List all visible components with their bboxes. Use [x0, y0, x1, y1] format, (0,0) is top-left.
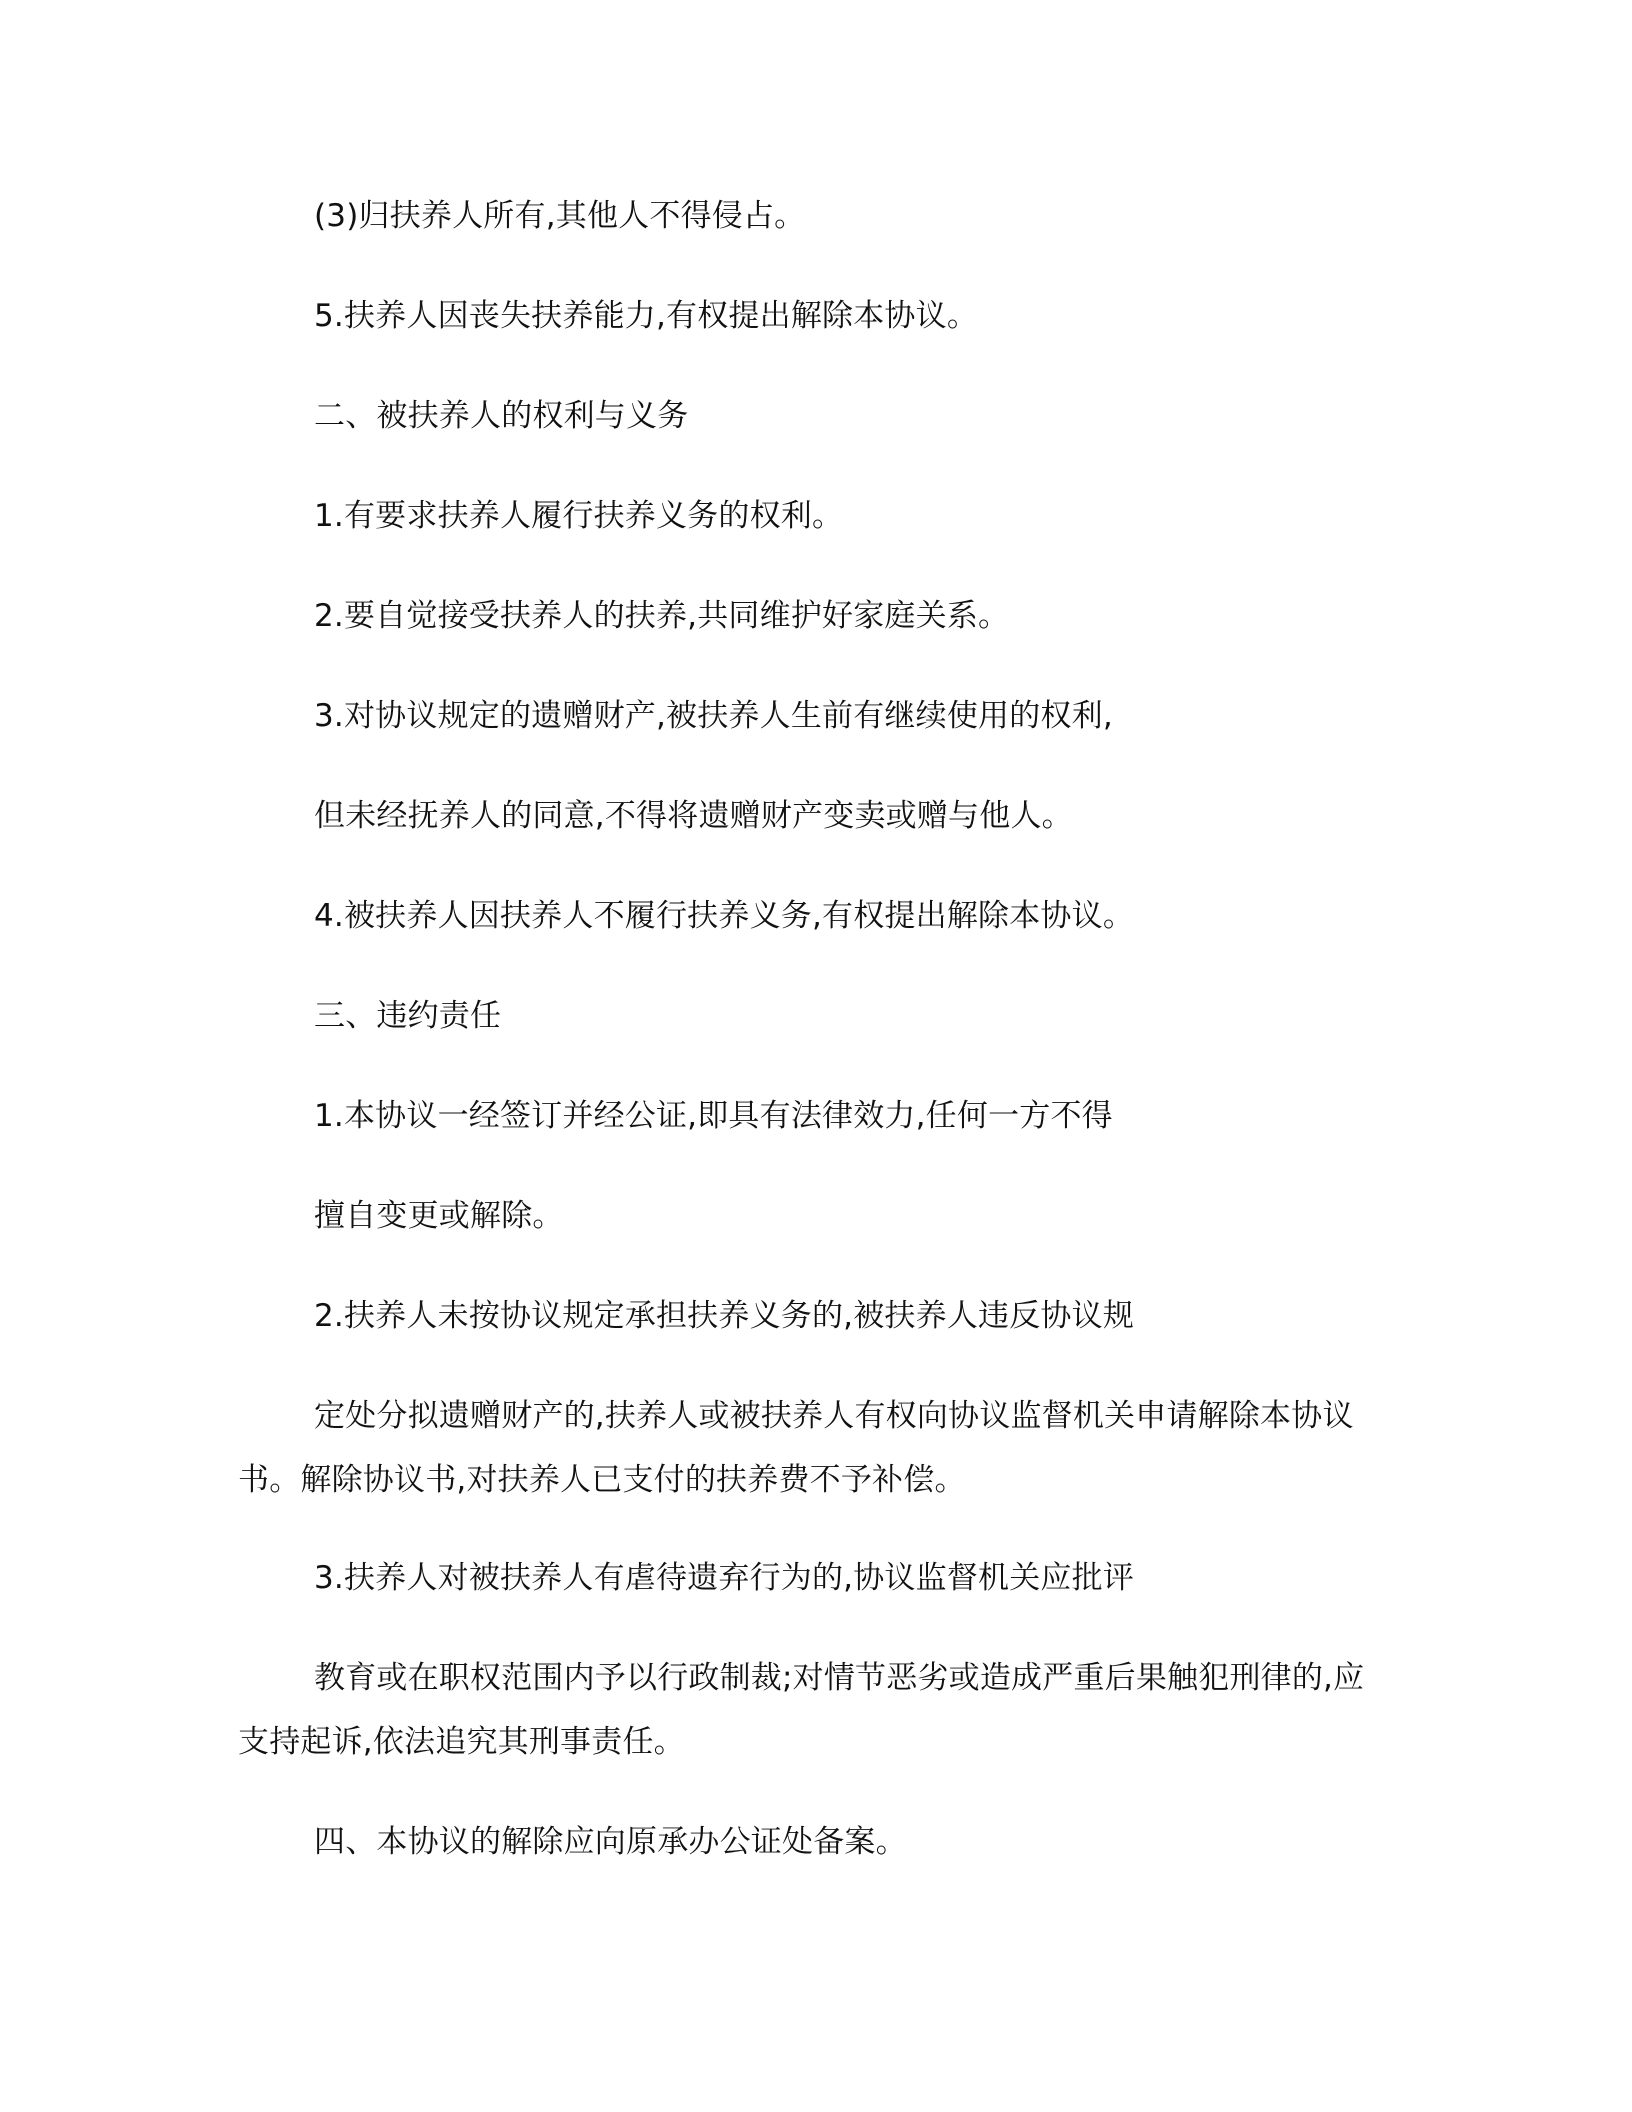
- paragraph-line: 擅自变更或解除。: [314, 1198, 564, 1234]
- paragraph-line: 1.本协议一经签订并经公证,即具有法律效力,任何一方不得: [314, 1098, 1113, 1134]
- paragraph-line: 定处分拟遗赠财产的,扶养人或被扶养人有权向协议监督机关申请解除本协议: [314, 1398, 1354, 1434]
- section-heading: 二、被扶养人的权利与义务: [314, 398, 689, 434]
- paragraph-line: 教育或在职权范围内予以行政制裁;对情节恶劣或造成严重后果触犯刑律的,应: [314, 1660, 1365, 1696]
- paragraph-line: 2.要自觉接受扶养人的扶养,共同维护好家庭关系。: [314, 598, 1010, 634]
- paragraph-line: 3.对协议规定的遗赠财产,被扶养人生前有继续使用的权利,: [314, 698, 1113, 734]
- paragraph-line: 1.有要求扶养人履行扶养义务的权利。: [314, 498, 844, 534]
- paragraph-line: 3.扶养人对被扶养人有虐待遗弃行为的,协议监督机关应批评: [314, 1560, 1135, 1596]
- section-heading: 四、本协议的解除应向原承办公证处备案。: [314, 1824, 907, 1860]
- paragraph-line: 但未经抚养人的同意,不得将遗赠财产变卖或赠与他人。: [314, 798, 1073, 834]
- paragraph-line: 5.扶养人因丧失扶养能力,有权提出解除本协议。: [314, 298, 979, 334]
- paragraph-line: 2.扶养人未按协议规定承担扶养义务的,被扶养人违反协议规: [314, 1298, 1135, 1334]
- paragraph-line: (3)归扶养人所有,其他人不得侵占。: [314, 198, 806, 234]
- paragraph-line: 支持起诉,依法追究其刑事责任。: [238, 1724, 685, 1760]
- paragraph-line: 书。解除协议书,对扶养人已支付的扶养费不予补偿。: [238, 1462, 966, 1498]
- section-heading: 三、违约责任: [314, 998, 502, 1034]
- paragraph-line: 4.被扶养人因扶养人不履行扶养义务,有权提出解除本协议。: [314, 898, 1135, 934]
